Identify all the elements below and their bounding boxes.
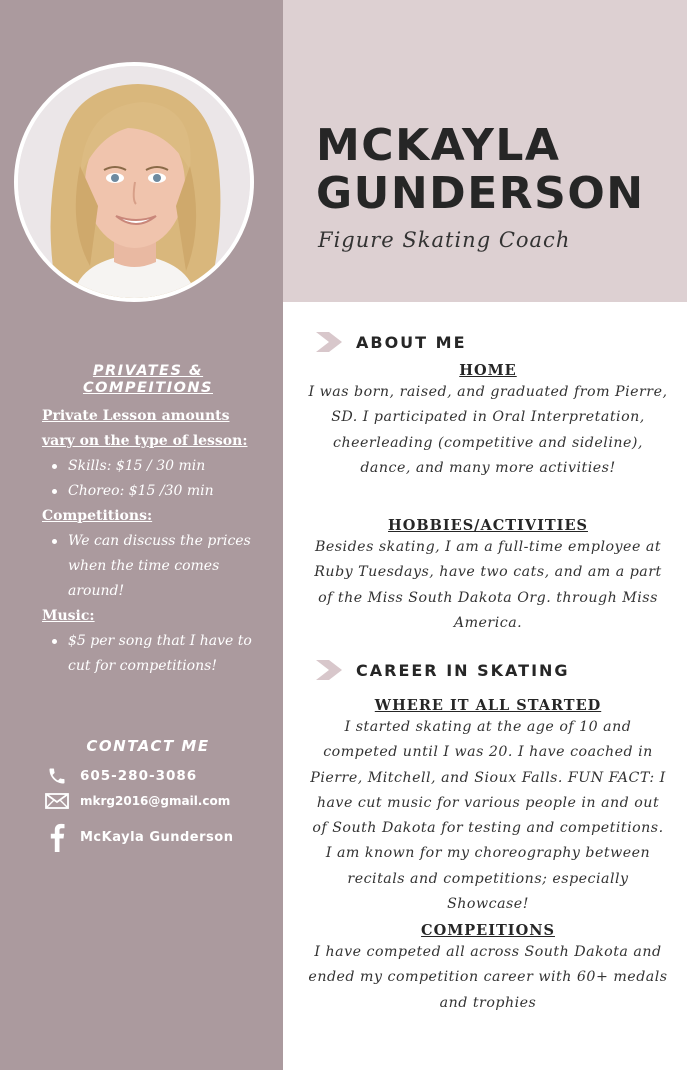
chevron-right-icon: [316, 660, 342, 680]
career-heading: [316, 660, 570, 680]
facebook-name: McKayla Gunderson: [80, 829, 234, 845]
phone-icon: [44, 766, 70, 786]
about-heading-text: ABOUT ME: [356, 332, 467, 352]
facebook-icon: [44, 822, 70, 852]
list-item: Choreo: $15 /30 min: [42, 479, 262, 504]
job-title: Figure Skating Coach: [318, 228, 571, 252]
hobbies-text: Besides skating, I am a full-time employee at Ruby Tuesdays, have two cats, and am a part of the Miss South Dakota Org. through Miss America.: [314, 539, 662, 631]
contact-title: CONTACT ME: [86, 737, 210, 755]
hobbies-title: HOBBIES/ACTIVITIES: [388, 517, 588, 534]
private-lesson-list: [42, 454, 262, 504]
competitions-heading: Competitions:: [42, 508, 153, 524]
page-title: [316, 122, 676, 218]
contact-facebook[interactable]: [44, 822, 233, 852]
started-section: [308, 697, 668, 917]
pricing-block: [42, 404, 262, 679]
list-item: We can discuss the prices when the time comes around!: [42, 529, 262, 604]
started-title: WHERE IT ALL STARTED: [374, 697, 602, 714]
email-address: mkrg2016@gmail.com: [80, 794, 231, 808]
home-text: I was born, raised, and graduated from Pierre, SD. I participated in Oral Interpretation, cheerleading (competitive and sideline), dance, and many more activities!: [308, 384, 668, 476]
competitions-list: [42, 529, 262, 604]
list-item: Skills: $15 / 30 min: [42, 454, 262, 479]
competitions-title: COMPEITIONS: [421, 922, 555, 939]
contact-phone[interactable]: [44, 766, 197, 786]
home-section: [308, 362, 668, 481]
hobbies-section: [308, 517, 668, 636]
home-title: HOME: [459, 362, 517, 379]
started-text: I started skating at the age of 10 and competed until I was 20. I have coached in Pierre, Mitchell, and Sioux Falls. FUN FACT: I have cut music for various people in and out of South Dakota for testing and competitions. I am known for my choreography between recitals and competitions; especially Showcase!: [310, 719, 666, 913]
contact-email[interactable]: [44, 793, 230, 809]
music-heading: Music:: [42, 608, 95, 624]
last-name: GUNDERSON: [316, 168, 645, 219]
phone-number: 605-280-3086: [80, 768, 198, 784]
chevron-right-icon: [316, 332, 342, 352]
mail-icon: [44, 793, 70, 809]
competitions-section: [308, 922, 668, 1016]
about-heading: [316, 332, 467, 352]
competitions-text: I have competed all across South Dakota and ended my competition career with 60+ medals and trophies: [308, 944, 668, 1011]
first-name: MCKAYLA: [316, 120, 561, 171]
private-lesson-heading: Private Lesson amounts vary on the type of lesson:: [42, 408, 248, 449]
career-heading-text: CAREER IN SKATING: [356, 660, 570, 680]
list-item: $5 per song that I have to cut for competitions!: [42, 629, 262, 679]
profile-photo: [14, 62, 254, 302]
privates-title: PRIVATES & COMPEITIONS: [82, 363, 213, 396]
music-list: [42, 629, 262, 679]
